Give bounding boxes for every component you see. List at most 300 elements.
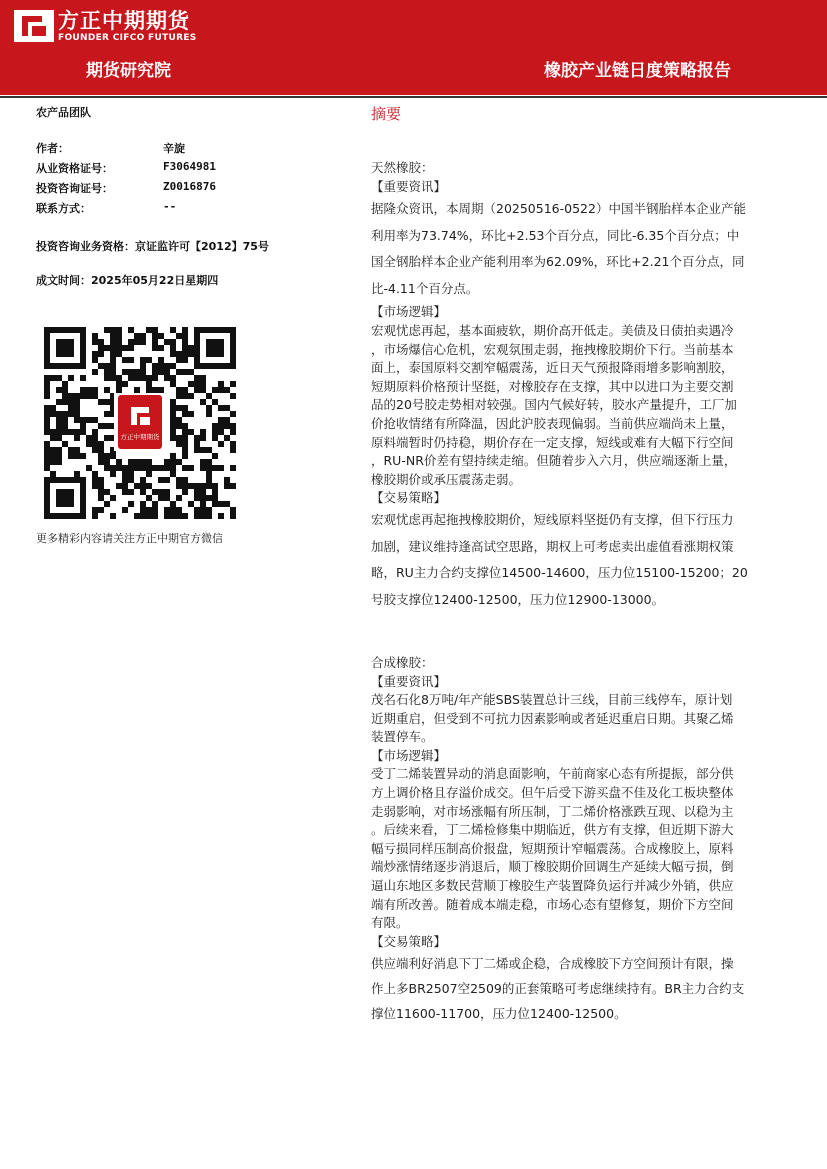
qr-module [98,441,104,447]
qr-module [104,423,110,429]
qr-module [152,501,158,507]
qr-module [200,495,206,501]
qr-module [158,333,164,339]
qr-module [212,495,218,501]
qr-module [140,477,146,483]
qr-module [170,327,176,333]
qr-module [146,375,152,381]
qr-module [56,453,62,459]
qr-module [128,327,134,333]
qr-module [98,489,104,495]
qr-module [56,411,62,417]
qr-module [122,465,128,471]
qr-module [176,357,182,363]
qr-module [98,507,104,513]
qr-module [74,393,80,399]
qr-module [170,381,176,387]
qr-module [80,429,86,435]
synthetic-logic-body [371,765,799,932]
qr-module [98,477,104,483]
qr-module [176,435,182,441]
qr-module [176,387,182,393]
qr-module [194,375,200,381]
wechat-qr-code[interactable] [40,323,240,523]
qr-module [122,345,128,351]
qr-module [74,429,80,435]
qr-module [104,465,110,471]
qr-module [92,333,98,339]
qr-module [62,387,68,393]
qr-module [56,417,62,423]
qr-module [134,333,140,339]
qr-module [92,369,98,375]
text-line: 据隆众资讯，本周期（20250516-0522）中国半钢胎样本企业产能 [371,201,746,216]
qr-module [170,405,176,411]
qr-module [176,477,182,483]
qr-module [194,483,200,489]
qr-module [92,441,98,447]
qr-module [146,483,152,489]
qr-module [44,423,50,429]
natural-heading: 天然橡胶： [371,160,434,175]
qr-module [224,423,230,429]
qr-module [182,483,188,489]
qr-module [200,435,206,441]
qr-module [200,483,206,489]
qr-module [224,483,230,489]
qr-module [200,381,206,387]
qr-module [86,441,92,447]
qr-module [128,357,134,363]
text-line: 橡胶期价或承压震荡走弱。 [371,471,522,487]
qr-module [176,495,182,501]
qr-module [86,387,92,393]
qr-module [218,417,224,423]
qr-module [122,477,128,483]
qr-module [56,435,62,441]
qr-module [140,363,146,369]
qr-module [140,357,146,363]
qr-module [50,405,56,411]
qr-module [188,393,194,399]
qr-module [206,405,212,411]
qr-module [128,471,134,477]
qr-module [224,435,230,441]
qr-module [134,369,140,375]
qr-module [230,441,236,447]
qr-module [182,405,188,411]
qr-module [92,357,98,363]
qr-module [182,387,188,393]
qr-module [110,339,116,345]
qr-module [152,363,158,369]
qr-module [86,417,92,423]
text-line: 。后续来看，丁二烯检修集中期临近，供方有支撑，但近期下游大 [371,822,734,838]
qr-module [176,393,182,399]
qr-module [176,441,182,447]
qr-module [170,339,176,345]
qr-module [164,369,170,375]
text-line: 幅亏损同样压制高价报盘，短期预计窄幅震荡。合成橡胶上，原料 [371,840,734,856]
qr-module [170,471,176,477]
qr-module [182,351,188,357]
text-line: 宏观忧虑再起，基本面疲软，期价高开低走。美债及日债拍卖遇冷 [371,323,734,338]
qr-module [44,459,50,465]
qr-module [206,393,212,399]
synthetic-strategy-body [371,951,799,1026]
qr-module [146,357,152,363]
qr-module [212,483,218,489]
qr-module [98,423,104,429]
text-line: 近期重启，但受到不可抗力因素影响或者延迟重启日期。其聚乙烯 [371,710,734,726]
qr-module [182,411,188,417]
qr-module [152,327,158,333]
qr-module [140,339,146,345]
team-name: 农产品团队 [36,106,91,119]
qr-module [140,459,146,465]
qr-module [116,333,122,339]
qr-module [188,483,194,489]
text-line: 供应端利好消息下丁二烯或企稳，合成橡胶下方空间预计有限，操 [371,956,734,972]
qr-module [44,429,50,435]
qr-module [182,423,188,429]
qr-module [230,483,236,489]
qr-module [92,387,98,393]
synthetic-rubber-section [371,653,799,1026]
qr-module [194,387,200,393]
qr-module [140,513,146,519]
qr-module [56,429,62,435]
qr-module [44,453,50,459]
qr-module [92,351,98,357]
qr-module [206,471,212,477]
qr-module [122,381,128,387]
qr-module [134,375,140,381]
natural-logic-label: 【市场逻辑】 [371,304,447,319]
qr-module [182,447,188,453]
qr-module [164,339,170,345]
qr-module [230,507,236,513]
qr-module [218,381,224,387]
qr-module [212,435,218,441]
qr-module [98,447,104,453]
qr-module [86,393,92,399]
qr-module [176,369,182,375]
text-line: ，市场爆信心危机，宏观氛围走弱，拖拽橡胶期价下行。当前基本 [371,341,734,357]
natural-news-body [371,196,799,302]
qr-module [110,513,116,519]
qr-module [68,447,74,453]
qr-module [50,453,56,459]
qr-module [170,507,176,513]
qr-module [56,447,62,453]
natural-logic-body [371,322,799,489]
qr-module [164,495,170,501]
natural-strategy-body [371,507,799,613]
qr-module [200,429,206,435]
report-date: 成文时间：2025年05月22日星期四 [36,274,219,287]
qr-module [62,417,68,423]
department-name: 期货研究院 [86,61,171,81]
qr-module [188,501,194,507]
qr-module [104,399,110,405]
qr-module [104,375,110,381]
qr-module [80,423,86,429]
qr-module [122,357,128,363]
qr-module [176,405,182,411]
text-line: 茂名石化8万吨/年产能SBS装置总计三线，目前三线停车，原计划 [371,692,733,707]
author-value: 辛旋 [163,142,185,155]
qr-module [128,489,134,495]
qr-module [176,423,182,429]
qr-module [182,345,188,351]
qr-module [80,417,86,423]
qr-module [176,483,182,489]
qr-module [152,333,158,339]
qr-module [200,513,206,519]
qr-module [158,489,164,495]
qr-module [182,477,188,483]
qr-module [92,417,98,423]
qr-module [152,489,158,495]
qr-module [170,417,176,423]
qr-module [182,441,188,447]
qr-module [44,375,50,381]
qr-module [206,513,212,519]
logo-english-text: FOUNDER CIFCO FUTURES [58,33,197,43]
qr-module [176,417,182,423]
text-line: 利用率为73.74%，环比+2.53个百分点，同比-6.35个百分点；中 [371,227,740,243]
text-line: 撑位11600-11700，压力位12400-12500。 [371,1006,627,1022]
synthetic-heading: 合成橡胶： [371,655,434,670]
qr-module [164,363,170,369]
qr-module [170,459,176,465]
text-line: 加剧，建议维持逢高试空思路，期权上可考虑卖出虚值看涨期权策 [371,538,734,554]
qr-module [176,513,182,519]
qr-module [146,507,152,513]
qr-module [56,375,62,381]
qr-module [146,459,152,465]
qr-module [158,387,164,393]
qr-module [182,453,188,459]
qr-module [170,399,176,405]
qr-module [56,399,62,405]
qr-module [206,447,212,453]
qr-module [182,489,188,495]
qr-module [140,507,146,513]
qr-module [44,381,50,387]
qr-module [194,495,200,501]
author-label: 作者： [36,142,69,155]
qr-module [80,453,86,459]
qr-module [50,471,56,477]
qr-module [116,387,122,393]
qr-module [122,483,128,489]
qr-module [134,465,140,471]
qr-module [188,351,194,357]
qr-module [98,495,104,501]
qr-module [188,429,194,435]
logo-chinese-text: 方正中期期货 [58,9,190,33]
qr-module [68,393,74,399]
qr-module [86,465,92,471]
qr-module [158,345,164,351]
qr-module [116,459,122,465]
text-line: 原料端暂时仍持稳，期价存在一定支撑，短线或难有大幅下行空间 [371,434,734,450]
qr-module [188,369,194,375]
qr-module [224,417,230,423]
qr-module [200,375,206,381]
qr-module [182,333,188,339]
qr-module [182,393,188,399]
qr-module [218,423,224,429]
qr-module [158,369,164,375]
qr-module [50,459,56,465]
qr-module [212,453,218,459]
qr-module [218,513,224,519]
qr-module [98,453,104,459]
qr-module [206,459,212,465]
qr-module [170,453,176,459]
header-divider [0,96,827,98]
text-line: 有限。 [371,915,409,931]
qr-module [128,369,134,375]
natural-news-label: 【重要资讯】 [371,179,447,194]
text-line: 价抢收情绪有所降温，因此沪胶表现偏弱。当前供应端尚未上量， [371,415,734,431]
qr-module [56,387,62,393]
contact-label: 联系方式： [36,202,91,215]
qr-module [44,393,50,399]
qr-module [128,459,134,465]
qr-module [212,489,218,495]
qr-module [182,369,188,375]
qr-module [116,375,122,381]
qr-module [116,339,122,345]
qr-module [116,345,122,351]
qr-caption: 更多精彩内容请关注方正中期官方微信 [36,532,223,545]
qr-module [206,465,212,471]
qr-module [50,375,56,381]
qr-module [158,495,164,501]
qr-module [56,423,62,429]
qr-module [182,339,188,345]
consult-label: 投资咨询证号： [36,182,113,195]
qr-module [68,399,74,405]
qr-module [104,327,110,333]
qr-module [110,495,116,501]
qr-module [62,393,68,399]
qr-module [104,453,110,459]
text-line: 方上调价格且存溢价成交。但午后受下游买盘不佳及化工板块整体 [371,784,734,800]
qr-module [122,507,128,513]
qr-module [92,447,98,453]
qr-module [206,495,212,501]
qr-module [146,495,152,501]
qr-module [98,399,104,405]
qr-module [230,465,236,471]
qr-module [104,363,110,369]
qr-module [80,387,86,393]
qr-module [170,375,176,381]
qr-module [140,489,146,495]
qr-module [140,501,146,507]
qr-module [62,411,68,417]
qr-module [44,465,50,471]
qr-module [74,405,80,411]
text-line: 面上，泰国原料交割窄幅震荡，近日天气预报降雨增多影响割胶， [371,360,734,376]
qr-module [74,453,80,459]
qr-module [98,483,104,489]
qr-module [170,501,176,507]
qr-module [140,333,146,339]
qr-module [104,489,110,495]
text-line: 国全钢胎样本企业产能利用率为62.09%，环比+2.21个百分点，同 [371,254,745,269]
qr-module [182,429,188,435]
qr-module [134,459,140,465]
qualification-value: F3064981 [163,160,216,173]
qr-module [200,459,206,465]
qr-module [176,351,182,357]
text-line: 端有所改善。随着成本端走稳，市场心态有望修复，期价下方空间 [371,896,734,912]
text-line: 逼山东地区多数民营顺丁橡胶生产装置降负运行并减少外销，供应 [371,877,734,893]
qr-module [158,357,164,363]
qr-module [44,411,50,417]
qr-module [68,405,74,411]
qr-module [218,465,224,471]
qr-module [230,447,236,453]
qr-module [176,459,182,465]
qr-module [212,429,218,435]
qr-module [224,501,230,507]
qr-module [200,387,206,393]
qr-module [134,513,140,519]
qr-module [200,501,206,507]
qr-module [194,447,200,453]
qr-module [50,435,56,441]
qr-module [206,483,212,489]
qr-module [110,333,116,339]
qr-module [104,435,110,441]
abstract-title: 摘要 [371,105,402,123]
qr-module [74,447,80,453]
qr-module [158,465,164,471]
synthetic-logic-label: 【市场逻辑】 [371,747,447,763]
qr-module [170,345,176,351]
qr-module [92,513,98,519]
qr-module [158,363,164,369]
qr-module [110,357,116,363]
qr-module [110,465,116,471]
qr-module [182,513,188,519]
qr-center-label: 方正中期期货 [120,433,160,441]
qr-module [188,465,194,471]
qr-module [194,435,200,441]
qr-module [104,345,110,351]
qr-module [110,351,116,357]
qr-module [194,381,200,387]
qr-module [92,477,98,483]
license-info: 投资咨询业务资格：京证监许可【2012】75号 [36,240,269,253]
qr-module [140,483,146,489]
text-line: 宏观忧虑再起拖拽橡胶期价，短线原料坚挺仍有支撑，但下行压力 [371,512,734,528]
qr-module [140,465,146,471]
text-line: 略，RU主力合约支撑位14500-14600，压力位15100-15200；20 [371,565,748,581]
qr-module [194,513,200,519]
qr-module [74,471,80,477]
qr-module [104,411,110,417]
qr-module [194,489,200,495]
text-line: 端炒涨情绪逐步消退后，顺丁橡胶期价回调生产延续大幅亏损，倒 [371,859,734,875]
